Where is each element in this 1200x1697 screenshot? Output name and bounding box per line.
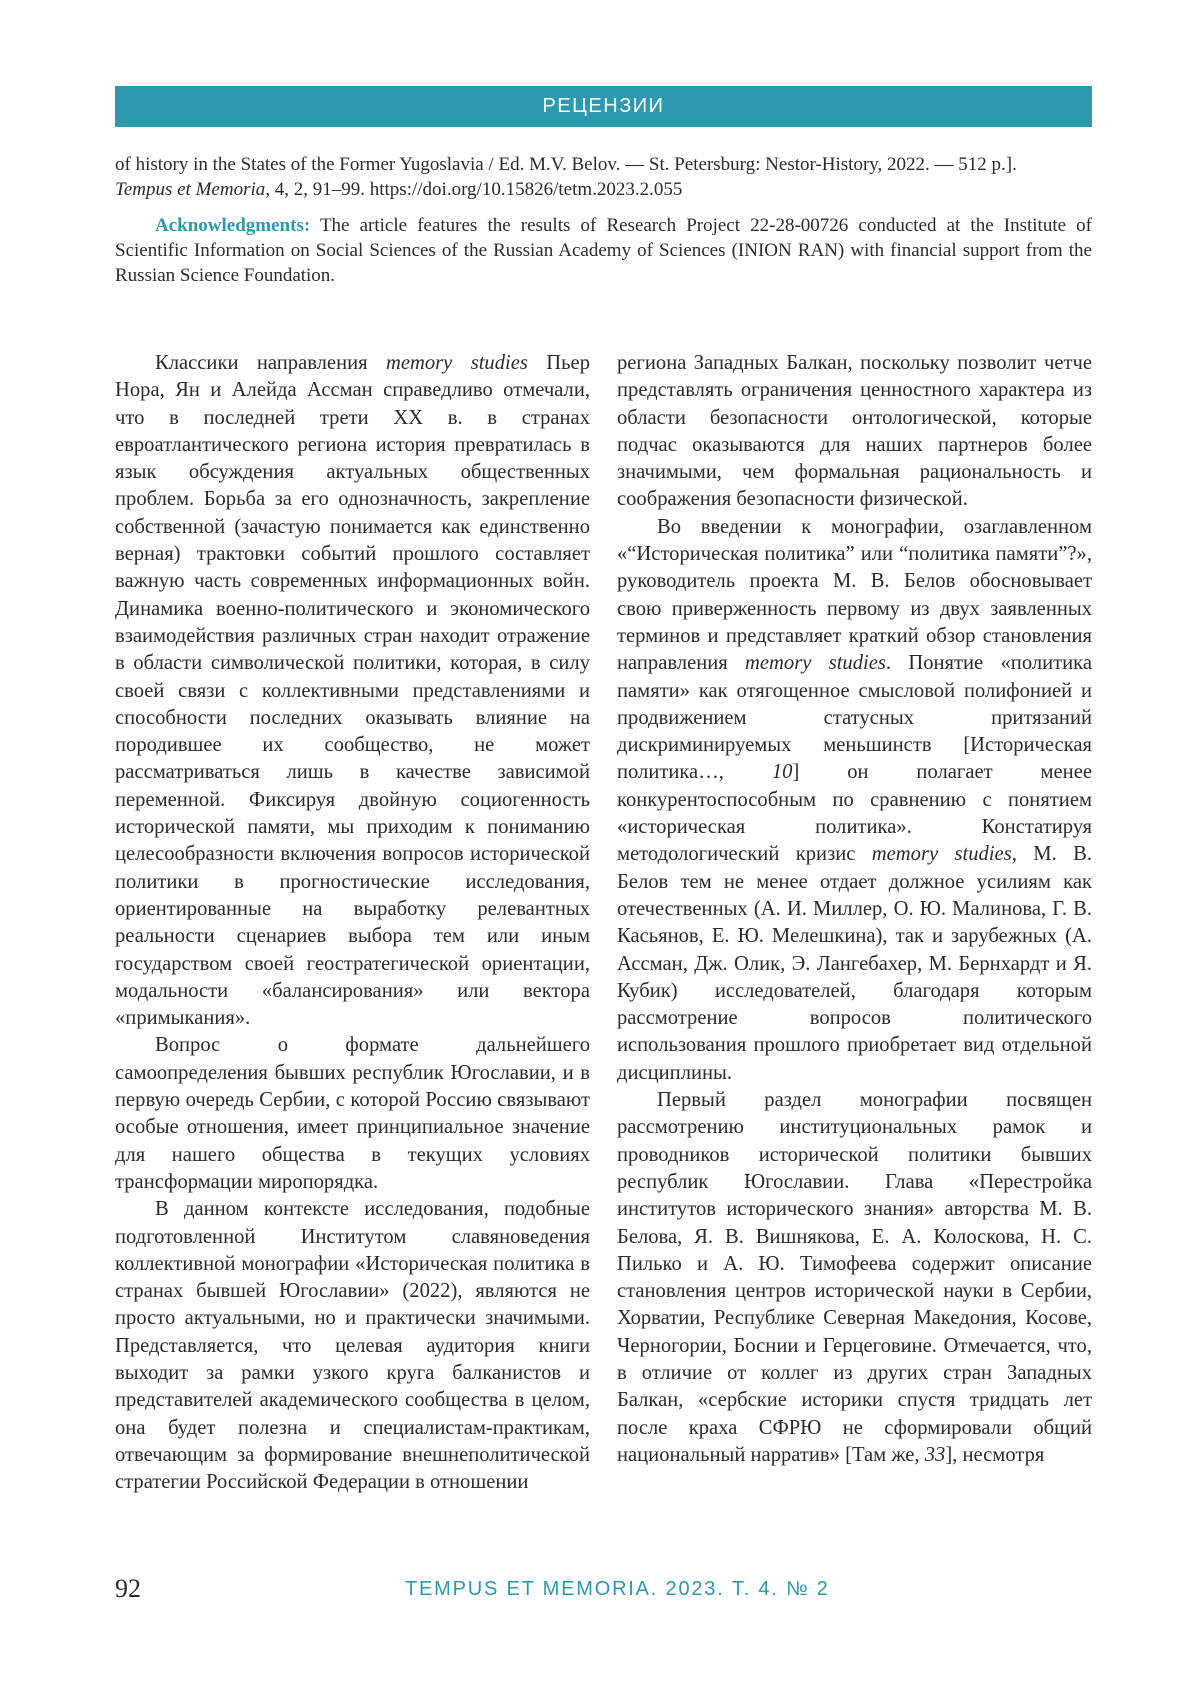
italic-term: memory studies — [745, 652, 886, 675]
italic-page-ref: 33 — [924, 1443, 946, 1466]
left-paragraph-1 — [115, 350, 590, 1032]
text-run: Классики направления — [155, 352, 386, 374]
section-header — [115, 86, 1092, 127]
reference-line-2: , 4, 2, 91–99. https://doi.org/10.15826/tetm.2023.2.055 — [265, 179, 683, 200]
italic-term: memory studies — [385, 352, 528, 374]
right-paragraph-3 — [617, 1087, 1092, 1469]
text-run: . Понятие «политика памяти» как отягощенное смысловой полифонией и продвижением статусных притязаний дискриминируемых меньшинств [Историческая политика…, — [617, 652, 1092, 784]
right-column — [617, 350, 1092, 1469]
italic-page-ref: 10 — [771, 761, 793, 784]
section-title: РЕЦЕНЗИИ — [542, 95, 665, 117]
italic-term: memory studies — [871, 843, 1012, 866]
text-run: , М. В. Белов тем не менее отдает должное усилиям как отечественных (А. И. Миллер, О. Ю. Малинова, Г. В. Касьянов, Е. Ю. Мелешкина), так и зарубежных (А. Ассман, Дж. Олик, Э. Лангебахер, М. Бернхардт и Я. Кубик) исследователей, благодаря которым рассмотрение вопросов политического использования прошлого приобретает вид отдельной дисциплины. — [617, 843, 1093, 1084]
text-run: ], несмотря — [945, 1443, 1045, 1466]
acknowledgments-label: Acknowledgments: — [155, 215, 311, 236]
left-paragraph-3: В данном контексте исследования, подобные подготовленной Институтом славяноведения коллективной монографии «Историческая политика в странах бывшей Югославии» (2022), являются не просто актуальными, но и практически значимыми. Представляется, что целевая аудитория книги выходит за рамки узкого круга балканистов и представителей академического сообщества в целом, она будет полезна и специалистам-практикам, отвечающим за формирование внешнеполитической стратегии Российской Федерации в отношении — [115, 1198, 590, 1494]
text-run: Первый раздел монографии посвящен рассмотрению институциональных рамок и проводников исторической политики бывших республик Югославии. Глава «Перестройка институтов исторического знания» авторства М. В. Белова, Я. В. Вишнякова, Е. А. Колоскова, Н. С. Пилько и А. Ю. Тимофеева содержит описание становления центров исторической науки в Сербии, Хорватии, Республике Северная Македония, Косове, Черногории, Боснии и Герцеговине. Отмечается, что, в отличие от коллег из других стран Западных Балкан, «сербские историки спустя тридцать лет после краха СФРЮ не сформировали общий национальный нарратив» [Там же, — [617, 1089, 1092, 1466]
left-column — [115, 350, 590, 1496]
acknowledgments-text: The article features the results of Research Project 22-28-00726 conducted at the Institute of Scientific Information on Social Sciences of the Russian Academy of Sciences (INION RAN) with financial support from the Russian Science Foundation. — [115, 215, 1092, 286]
page-number: 92 — [115, 1574, 141, 1603]
footer-journal-title: TEMPUS ET MEMORIA. 2023. Т. 4. № 2 — [405, 1578, 830, 1600]
text-run: ] он полагает менее конкурентоспособным по сравнению с понятием «историческая политика». Констатируя методологический кризис — [617, 761, 1092, 866]
left-paragraph-2: Вопрос о формате дальнейшего самоопределения бывших республик Югославии, и в первую очередь Сербии, с которой Россию связывают особые отношения, имеет принципиальное значение для нашего общества в текущих условиях трансформации миропорядка. — [115, 1034, 590, 1193]
right-paragraph-2 — [617, 514, 1092, 1087]
reference-journal: Tempus et Memoria — [115, 179, 266, 200]
right-paragraph-1: региона Западных Балкан, поскольку позволит четче представлять ограничения ценностного характера из области безопасности онтологической, которые подчас оказываются для наших партнеров более значимыми, чем формальная рациональность и соображения безопасности физической. — [617, 352, 1092, 511]
text-run: Пьер Нора, Ян и Алейда Ассман справедливо отмечали, что в последней трети XX в. в странах евроатлантического региона история превратилась в язык обсуждения актуальных общественных проблем. Борьба за его однозначность, закрепление собственной (зачастую понимается как единственно верная) трактовки событий прошлого составляет важную часть современных информационных войн. Динамика военно-политического и экономического взаимодействия различных стран находит отражение в области символической политики, которая, в силу своей связи с коллективными представлениями и способности последних оказывать влияние на породившее их сообщество, не может рассматриваться лишь в качестве зависимой переменной. Фиксируя двойную социогенность исторической памяти, мы приходим к пониманию целесообразности включения вопросов исторической политики в прогностические исследования, ориентированные на выработку релевантных реальности сценариев выбора тем или иным государством своей геостратегической ориентации, модальности «балансирования» или вектора «примыкания». — [115, 352, 590, 1030]
acknowledgments-block — [115, 213, 1092, 288]
reference-line-1: of history in the States of the Former Yugoslavia / Ed. M.V. Belov. — St. Petersburg: Nestor-History, 2022. — 512 p.]. — [115, 154, 1017, 175]
text-run: Во введении к монографии, озаглавленном «“Историческая политика” или “политика памяти”?», руководитель проекта М. В. Белов обосновывает свою приверженность первому из двух заявленных терминов и представляет краткий обзор становления направления — [617, 515, 1092, 675]
reference-block — [115, 152, 1092, 202]
